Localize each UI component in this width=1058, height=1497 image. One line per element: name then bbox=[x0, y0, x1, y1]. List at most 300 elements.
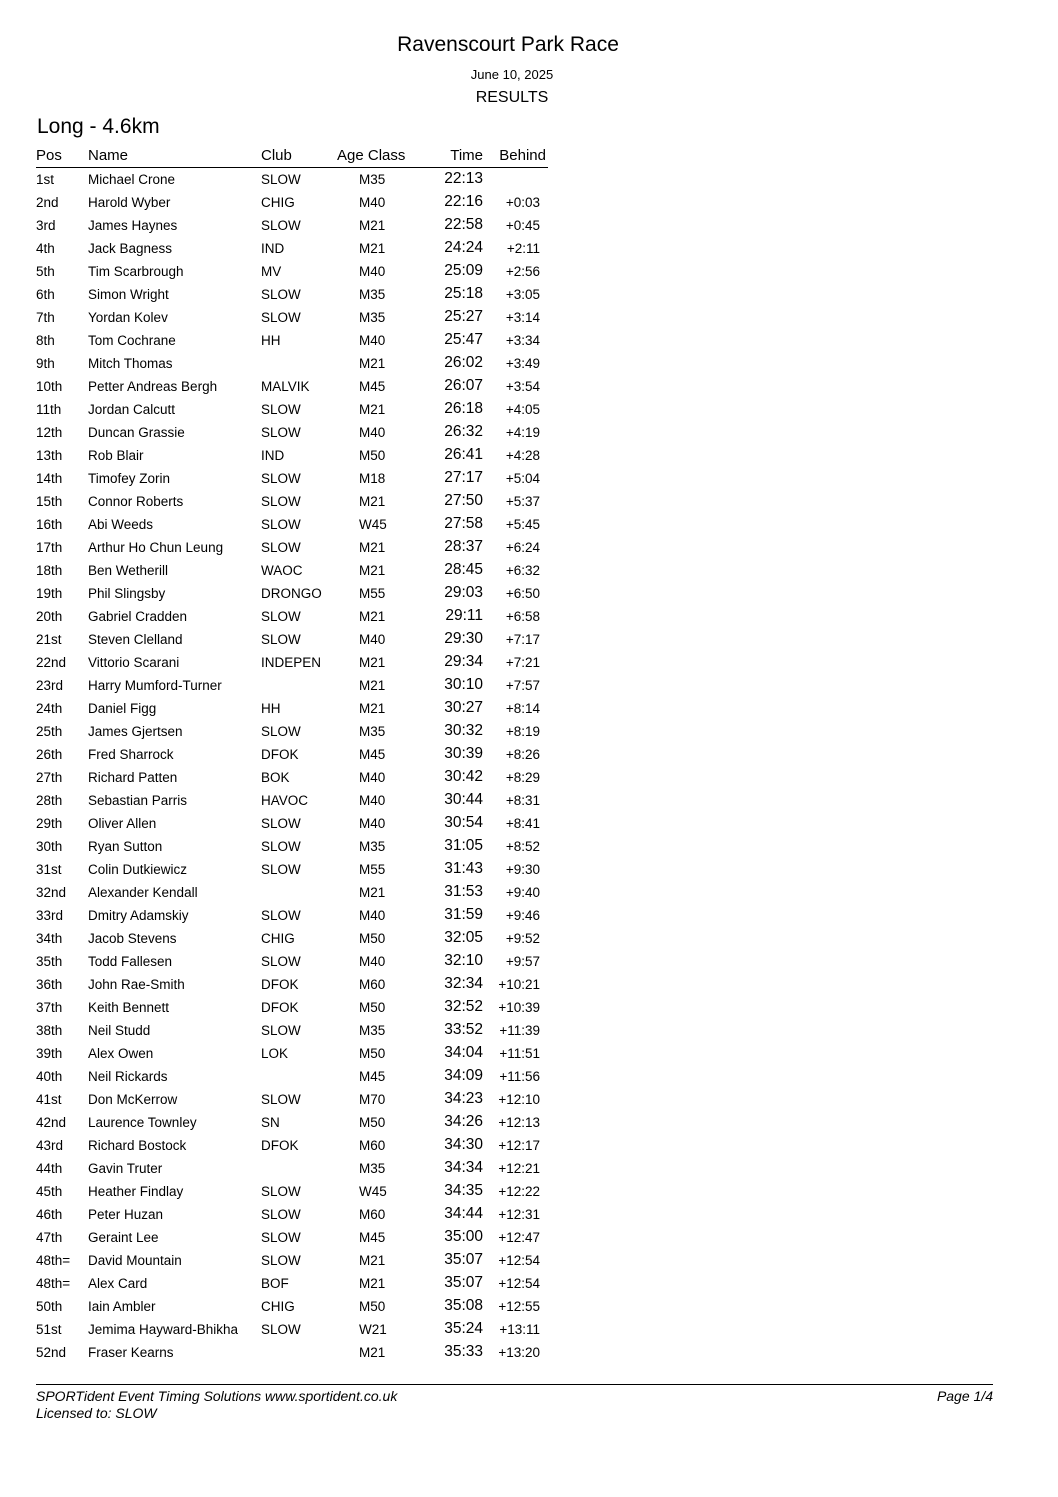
pos-cell: 45th bbox=[36, 1184, 63, 1199]
time-cell: 28:37 bbox=[444, 538, 483, 555]
time-cell: 30:54 bbox=[444, 814, 483, 831]
pos-cell: 13th bbox=[36, 448, 63, 463]
behind-cell: +6:24 bbox=[505, 540, 540, 555]
age-class-cell: W45 bbox=[359, 517, 387, 532]
table-row bbox=[36, 214, 548, 237]
pos-cell: 7th bbox=[36, 310, 55, 325]
club-cell: SLOW bbox=[261, 1253, 301, 1268]
age-class-cell: M40 bbox=[359, 954, 386, 969]
age-class-cell: M21 bbox=[359, 678, 386, 693]
name-cell: Richard Patten bbox=[88, 770, 178, 785]
page-footer bbox=[36, 1384, 993, 1421]
pos-cell: 43rd bbox=[36, 1138, 64, 1153]
table-row bbox=[36, 260, 548, 283]
pos-cell: 20th bbox=[36, 609, 63, 624]
pos-cell: 31st bbox=[36, 862, 62, 877]
time-cell: 25:47 bbox=[444, 331, 483, 348]
age-class-cell: M18 bbox=[359, 471, 386, 486]
age-class-cell: M35 bbox=[359, 310, 386, 325]
behind-cell: +12:55 bbox=[498, 1299, 540, 1314]
table-row bbox=[36, 283, 548, 306]
club-cell: SLOW bbox=[261, 287, 301, 302]
table-row bbox=[36, 927, 548, 950]
age-class-cell: M60 bbox=[359, 977, 386, 992]
time-cell: 34:44 bbox=[444, 1205, 483, 1222]
time-cell: 28:45 bbox=[444, 561, 483, 578]
age-class-cell: M21 bbox=[359, 540, 386, 555]
club-cell: SLOW bbox=[261, 1230, 301, 1245]
pos-cell: 50th bbox=[36, 1299, 63, 1314]
header-behind: Behind bbox=[499, 147, 546, 164]
behind-cell: +8:41 bbox=[505, 816, 540, 831]
pos-cell: 34th bbox=[36, 931, 63, 946]
club-cell: SLOW bbox=[261, 862, 301, 877]
club-cell: SLOW bbox=[261, 724, 301, 739]
table-row bbox=[36, 1203, 548, 1226]
age-class-cell: M45 bbox=[359, 1069, 386, 1084]
name-cell: Tim Scarbrough bbox=[88, 264, 184, 279]
name-cell: Tom Cochrane bbox=[88, 333, 176, 348]
behind-cell: +12:22 bbox=[498, 1184, 540, 1199]
time-cell: 22:13 bbox=[444, 170, 483, 187]
behind-cell: +0:45 bbox=[505, 218, 540, 233]
name-cell: Geraint Lee bbox=[88, 1230, 159, 1245]
time-cell: 30:32 bbox=[444, 722, 483, 739]
time-cell: 34:04 bbox=[444, 1044, 483, 1061]
pos-cell: 4th bbox=[36, 241, 55, 256]
club-cell: CHIG bbox=[261, 931, 295, 946]
table-row bbox=[36, 191, 548, 214]
behind-cell: +4:05 bbox=[505, 402, 540, 417]
time-cell: 29:30 bbox=[444, 630, 483, 647]
club-cell: SLOW bbox=[261, 609, 301, 624]
club-cell: IND bbox=[261, 241, 285, 256]
pos-cell: 14th bbox=[36, 471, 63, 486]
club-cell: SLOW bbox=[261, 1092, 301, 1107]
club-cell: SLOW bbox=[261, 1184, 301, 1199]
club-cell: INDEPEN bbox=[261, 655, 322, 670]
time-cell: 26:07 bbox=[444, 377, 483, 394]
table-row bbox=[36, 467, 548, 490]
name-cell: Ryan Sutton bbox=[88, 839, 163, 854]
header-age-class: Age Class bbox=[337, 147, 406, 164]
table-row bbox=[36, 996, 548, 1019]
age-class-cell: M21 bbox=[359, 655, 386, 670]
age-class-cell: M21 bbox=[359, 356, 386, 371]
club-cell: MALVIK bbox=[261, 379, 310, 394]
name-cell: Colin Dutkiewicz bbox=[88, 862, 188, 877]
pos-cell: 6th bbox=[36, 287, 55, 302]
table-row bbox=[36, 352, 548, 375]
name-cell: Gavin Truter bbox=[88, 1161, 163, 1176]
time-cell: 34:30 bbox=[444, 1136, 483, 1153]
age-class-cell: M40 bbox=[359, 793, 386, 808]
age-class-cell: M40 bbox=[359, 816, 386, 831]
time-cell: 32:52 bbox=[444, 998, 483, 1015]
behind-cell: +13:20 bbox=[498, 1345, 540, 1360]
behind-cell: +2:11 bbox=[506, 241, 540, 256]
table-row bbox=[36, 697, 548, 720]
behind-cell: +8:19 bbox=[505, 724, 540, 739]
behind-cell: +11:51 bbox=[499, 1046, 540, 1061]
club-cell: SLOW bbox=[261, 632, 301, 647]
name-cell: Abi Weeds bbox=[88, 517, 154, 532]
table-body bbox=[36, 168, 548, 1364]
time-cell: 35:07 bbox=[444, 1251, 483, 1268]
behind-cell: +10:39 bbox=[498, 1000, 540, 1015]
age-class-cell: M21 bbox=[359, 494, 386, 509]
name-cell: Arthur Ho Chun Leung bbox=[88, 540, 224, 555]
name-cell: Gabriel Cradden bbox=[88, 609, 188, 624]
name-cell: Steven Clelland bbox=[88, 632, 183, 647]
age-class-cell: M21 bbox=[359, 563, 386, 578]
behind-cell: +8:31 bbox=[505, 793, 540, 808]
time-cell: 30:10 bbox=[444, 676, 483, 693]
time-cell: 29:11 bbox=[445, 607, 483, 624]
course-title: Long - 4.6km bbox=[37, 115, 160, 138]
pos-cell: 1st bbox=[36, 172, 55, 187]
behind-cell: +5:04 bbox=[505, 471, 540, 486]
time-cell: 30:42 bbox=[444, 768, 483, 785]
pos-cell: 21st bbox=[36, 632, 62, 647]
name-cell: David Mountain bbox=[88, 1253, 182, 1268]
behind-cell: +12:13 bbox=[498, 1115, 540, 1130]
table-row bbox=[36, 1341, 548, 1364]
behind-cell: +3:49 bbox=[505, 356, 540, 371]
table-row bbox=[36, 766, 548, 789]
table-row bbox=[36, 237, 548, 260]
name-cell: Vittorio Scarani bbox=[88, 655, 180, 670]
name-cell: Keith Bennett bbox=[88, 1000, 170, 1015]
pos-cell: 25th bbox=[36, 724, 63, 739]
table-row bbox=[36, 743, 548, 766]
table-row bbox=[36, 835, 548, 858]
pos-cell: 22nd bbox=[36, 655, 67, 670]
behind-cell: +10:21 bbox=[498, 977, 540, 992]
behind-cell: +5:45 bbox=[505, 517, 540, 532]
table-row bbox=[36, 375, 548, 398]
pos-cell: 44th bbox=[36, 1161, 63, 1176]
time-cell: 27:17 bbox=[444, 469, 483, 486]
age-class-cell: M50 bbox=[359, 1299, 386, 1314]
age-class-cell: M21 bbox=[359, 701, 386, 716]
pos-cell: 35th bbox=[36, 954, 63, 969]
time-cell: 35:08 bbox=[444, 1297, 483, 1314]
club-cell: SLOW bbox=[261, 954, 301, 969]
table-row bbox=[36, 904, 548, 927]
pos-cell: 18th bbox=[36, 563, 63, 578]
behind-cell: +6:58 bbox=[505, 609, 540, 624]
time-cell: 25:27 bbox=[444, 308, 483, 325]
age-class-cell: M60 bbox=[359, 1207, 386, 1222]
header-name: Name bbox=[88, 147, 129, 164]
table-row bbox=[36, 1019, 548, 1042]
age-class-cell: M35 bbox=[359, 839, 386, 854]
name-cell: Daniel Figg bbox=[88, 701, 157, 716]
pos-cell: 48th= bbox=[36, 1276, 71, 1291]
pos-cell: 10th bbox=[36, 379, 63, 394]
table-row bbox=[36, 1226, 548, 1249]
pos-cell: 5th bbox=[36, 264, 55, 279]
club-cell: WAOC bbox=[261, 563, 303, 578]
pos-cell: 9th bbox=[36, 356, 55, 371]
time-cell: 31:05 bbox=[444, 837, 483, 854]
age-class-cell: M55 bbox=[359, 862, 386, 877]
club-cell: SLOW bbox=[261, 1207, 301, 1222]
age-class-cell: M40 bbox=[359, 908, 386, 923]
age-class-cell: M45 bbox=[359, 747, 386, 762]
time-cell: 32:10 bbox=[444, 952, 483, 969]
club-cell: SLOW bbox=[261, 908, 301, 923]
behind-cell: +7:57 bbox=[505, 678, 540, 693]
time-cell: 30:39 bbox=[444, 745, 483, 762]
club-cell: SLOW bbox=[261, 517, 301, 532]
behind-cell: +8:26 bbox=[505, 747, 540, 762]
age-class-cell: M35 bbox=[359, 1161, 386, 1176]
club-cell: MV bbox=[261, 264, 282, 279]
behind-cell: +6:50 bbox=[505, 586, 540, 601]
age-class-cell: M21 bbox=[359, 609, 386, 624]
name-cell: Phil Slingsby bbox=[88, 586, 166, 601]
age-class-cell: M40 bbox=[359, 770, 386, 785]
pos-cell: 27th bbox=[36, 770, 63, 785]
behind-cell: +2:56 bbox=[505, 264, 540, 279]
name-cell: Mitch Thomas bbox=[88, 356, 173, 371]
name-cell: Jack Bagness bbox=[88, 241, 173, 256]
age-class-cell: M21 bbox=[359, 1276, 386, 1291]
age-class-cell: M40 bbox=[359, 195, 386, 210]
name-cell: Harry Mumford-Turner bbox=[88, 678, 222, 693]
time-cell: 35:33 bbox=[444, 1343, 483, 1360]
behind-cell: +0:03 bbox=[505, 195, 540, 210]
footer-license: Licensed to: SLOW bbox=[36, 1405, 157, 1421]
table-row bbox=[36, 950, 548, 973]
behind-cell: +7:17 bbox=[505, 632, 540, 647]
club-cell: DFOK bbox=[261, 977, 299, 992]
behind-cell: +12:54 bbox=[498, 1253, 540, 1268]
pos-cell: 33rd bbox=[36, 908, 64, 923]
name-cell: Jacob Stevens bbox=[88, 931, 177, 946]
table-row bbox=[36, 858, 548, 881]
pos-cell: 24th bbox=[36, 701, 63, 716]
header-club: Club bbox=[261, 147, 292, 164]
header-time: Time bbox=[450, 147, 483, 164]
pos-cell: 23rd bbox=[36, 678, 64, 693]
pos-cell: 37th bbox=[36, 1000, 63, 1015]
time-cell: 34:09 bbox=[444, 1067, 483, 1084]
behind-cell: +12:10 bbox=[498, 1092, 540, 1107]
behind-cell: +3:14 bbox=[505, 310, 540, 325]
name-cell: Petter Andreas Bergh bbox=[88, 379, 218, 394]
age-class-cell: M50 bbox=[359, 1115, 386, 1130]
club-cell: BOF bbox=[261, 1276, 289, 1291]
time-cell: 32:34 bbox=[444, 975, 483, 992]
behind-cell: +12:21 bbox=[498, 1161, 540, 1176]
behind-cell: +5:37 bbox=[505, 494, 540, 509]
pos-cell: 15th bbox=[36, 494, 63, 509]
age-class-cell: M60 bbox=[359, 1138, 386, 1153]
time-cell: 26:18 bbox=[444, 400, 483, 417]
club-cell: SLOW bbox=[261, 494, 301, 509]
club-cell: SLOW bbox=[261, 839, 301, 854]
table-row bbox=[36, 1111, 548, 1134]
pos-cell: 46th bbox=[36, 1207, 63, 1222]
table-row bbox=[36, 881, 548, 904]
pos-cell: 8th bbox=[36, 333, 55, 348]
name-cell: Harold Wyber bbox=[88, 195, 171, 210]
age-class-cell: M45 bbox=[359, 1230, 386, 1245]
age-class-cell: M55 bbox=[359, 586, 386, 601]
name-cell: Heather Findlay bbox=[88, 1184, 184, 1199]
pos-cell: 36th bbox=[36, 977, 63, 992]
age-class-cell: M50 bbox=[359, 1046, 386, 1061]
table-row bbox=[36, 582, 548, 605]
behind-cell: +9:46 bbox=[505, 908, 540, 923]
age-class-cell: M35 bbox=[359, 1023, 386, 1038]
table-row bbox=[36, 559, 548, 582]
club-cell: HH bbox=[261, 701, 281, 716]
time-cell: 22:16 bbox=[444, 193, 483, 210]
name-cell: James Gjertsen bbox=[88, 724, 183, 739]
behind-cell: +8:52 bbox=[505, 839, 540, 854]
name-cell: Alexander Kendall bbox=[88, 885, 198, 900]
age-class-cell: M40 bbox=[359, 632, 386, 647]
behind-cell: +9:30 bbox=[505, 862, 540, 877]
name-cell: Richard Bostock bbox=[88, 1138, 187, 1153]
name-cell: John Rae-Smith bbox=[88, 977, 185, 992]
club-cell: CHIG bbox=[261, 1299, 295, 1314]
club-cell: SLOW bbox=[261, 540, 301, 555]
time-cell: 25:09 bbox=[444, 262, 483, 279]
behind-cell: +4:19 bbox=[505, 425, 540, 440]
age-class-cell: M50 bbox=[359, 931, 386, 946]
club-cell: BOK bbox=[261, 770, 290, 785]
age-class-cell: M35 bbox=[359, 172, 386, 187]
pos-cell: 41st bbox=[36, 1092, 62, 1107]
pos-cell: 2nd bbox=[36, 195, 59, 210]
footer-software: SPORTident Event Timing Solutions www.sportident.co.uk bbox=[36, 1388, 398, 1404]
time-cell: 35:00 bbox=[444, 1228, 483, 1245]
table-row bbox=[36, 1318, 548, 1341]
pos-cell: 11th bbox=[36, 402, 62, 417]
name-cell: Duncan Grassie bbox=[88, 425, 185, 440]
page-number: Page 1/4 bbox=[936, 1388, 993, 1404]
club-cell: DFOK bbox=[261, 1000, 299, 1015]
club-cell: SLOW bbox=[261, 402, 301, 417]
name-cell: Simon Wright bbox=[88, 287, 169, 302]
age-class-cell: M21 bbox=[359, 241, 386, 256]
age-class-cell: M45 bbox=[359, 379, 386, 394]
name-cell: Dmitry Adamskiy bbox=[88, 908, 189, 923]
time-cell: 26:41 bbox=[444, 446, 483, 463]
time-cell: 34:34 bbox=[444, 1159, 483, 1176]
time-cell: 24:24 bbox=[444, 239, 483, 256]
table-row bbox=[36, 605, 548, 628]
club-cell: DFOK bbox=[261, 1138, 299, 1153]
name-cell: Peter Huzan bbox=[88, 1207, 164, 1222]
table-row bbox=[36, 306, 548, 329]
table-row bbox=[36, 329, 548, 352]
name-cell: Jordan Calcutt bbox=[88, 402, 176, 417]
age-class-cell: M21 bbox=[359, 218, 386, 233]
behind-cell: +7:21 bbox=[505, 655, 540, 670]
table-row bbox=[36, 1180, 548, 1203]
age-class-cell: W21 bbox=[359, 1322, 387, 1337]
club-cell: IND bbox=[261, 448, 285, 463]
pos-cell: 19th bbox=[36, 586, 63, 601]
pos-cell: 17th bbox=[36, 540, 63, 555]
behind-cell: +9:40 bbox=[505, 885, 540, 900]
table-row bbox=[36, 789, 548, 812]
club-cell: DFOK bbox=[261, 747, 299, 762]
time-cell: 35:24 bbox=[444, 1320, 483, 1337]
name-cell: Fraser Kearns bbox=[88, 1345, 174, 1360]
table-row bbox=[36, 720, 548, 743]
time-cell: 33:52 bbox=[444, 1021, 483, 1038]
table-row bbox=[36, 1042, 548, 1065]
age-class-cell: M70 bbox=[359, 1092, 386, 1107]
club-cell: CHIG bbox=[261, 195, 295, 210]
age-class-cell: M40 bbox=[359, 425, 386, 440]
time-cell: 31:43 bbox=[444, 860, 483, 877]
time-cell: 34:35 bbox=[444, 1182, 483, 1199]
time-cell: 30:27 bbox=[444, 699, 483, 716]
footer-info bbox=[36, 1388, 397, 1422]
age-class-cell: M40 bbox=[359, 333, 386, 348]
time-cell: 34:23 bbox=[444, 1090, 483, 1107]
name-cell: Neil Rickards bbox=[88, 1069, 168, 1084]
table-header bbox=[36, 145, 548, 168]
behind-cell: +3:05 bbox=[505, 287, 540, 302]
page-title: Ravenscourt Park Race bbox=[397, 33, 619, 56]
pos-cell: 48th= bbox=[36, 1253, 71, 1268]
pos-cell: 28th bbox=[36, 793, 63, 808]
club-cell: HH bbox=[261, 333, 281, 348]
age-class-cell: M50 bbox=[359, 1000, 386, 1015]
behind-cell: +9:57 bbox=[505, 954, 540, 969]
club-cell: SLOW bbox=[261, 1023, 301, 1038]
club-cell: SLOW bbox=[261, 471, 301, 486]
time-cell: 25:18 bbox=[444, 285, 483, 302]
club-cell: SLOW bbox=[261, 1322, 301, 1337]
name-cell: Michael Crone bbox=[88, 172, 176, 187]
pos-cell: 42nd bbox=[36, 1115, 67, 1130]
behind-cell: +9:52 bbox=[505, 931, 540, 946]
age-class-cell: W45 bbox=[359, 1184, 387, 1199]
time-cell: 26:32 bbox=[444, 423, 483, 440]
table-row bbox=[36, 490, 548, 513]
name-cell: Sebastian Parris bbox=[88, 793, 188, 808]
behind-cell: +12:17 bbox=[498, 1138, 540, 1153]
pos-cell: 47th bbox=[36, 1230, 63, 1245]
time-cell: 31:59 bbox=[444, 906, 483, 923]
pos-cell: 30th bbox=[36, 839, 63, 854]
name-cell: Don McKerrow bbox=[88, 1092, 178, 1107]
behind-cell: +4:28 bbox=[505, 448, 540, 463]
club-cell: SLOW bbox=[261, 218, 301, 233]
age-class-cell: M35 bbox=[359, 287, 386, 302]
table-row bbox=[36, 421, 548, 444]
name-cell: Neil Studd bbox=[88, 1023, 151, 1038]
table-row bbox=[36, 444, 548, 467]
pos-cell: 38th bbox=[36, 1023, 63, 1038]
behind-cell: +12:54 bbox=[498, 1276, 540, 1291]
header-pos: Pos bbox=[36, 147, 62, 164]
time-cell: 26:02 bbox=[444, 354, 483, 371]
name-cell: Iain Ambler bbox=[88, 1299, 156, 1314]
time-cell: 29:03 bbox=[444, 584, 483, 601]
results-label: RESULTS bbox=[475, 89, 549, 106]
